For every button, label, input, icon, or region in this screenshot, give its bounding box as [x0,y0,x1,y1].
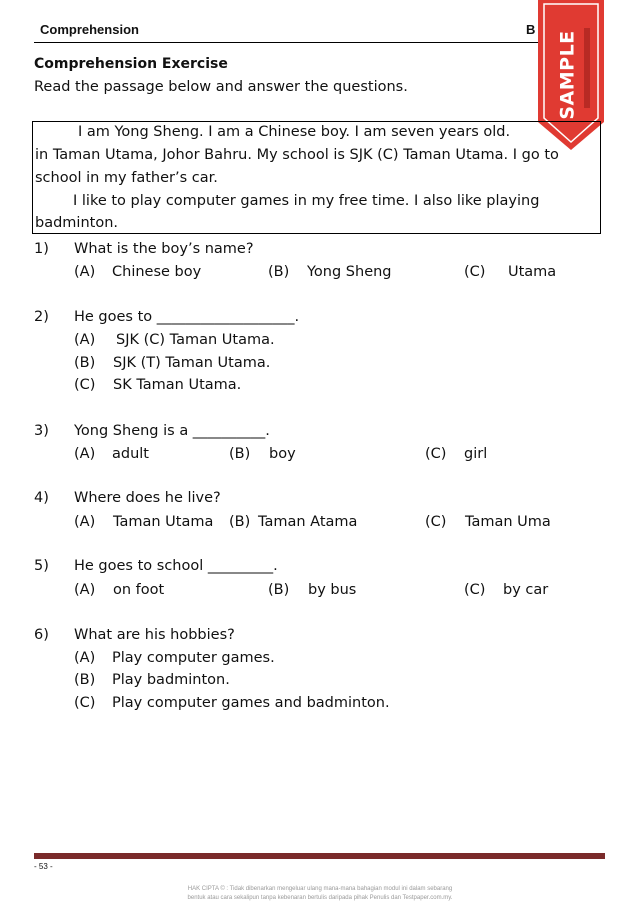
option-text: boy [269,446,296,462]
passage-line: school in my father’s car. [35,170,218,186]
question-number: 4) [34,490,49,506]
question-text: He goes to ___________________. [74,309,300,325]
option-text: Play badminton. [112,672,230,688]
question-text: What is the boy’s name? [74,241,254,257]
header-right-letter: B [526,22,536,37]
option-text: Yong Sheng [307,264,392,280]
passage-line: I like to play computer games in my free time. I also like playing [73,193,540,209]
question-number: 1) [34,241,49,257]
option-label: (A) [74,446,96,462]
option-label: (A) [74,514,96,530]
option-text: SJK (T) Taman Utama. [113,355,271,371]
option-text: SJK (C) Taman Utama. [116,332,275,348]
question-text: Yong Sheng is a __________. [74,423,270,439]
option-text: Chinese boy [112,264,202,280]
question-text: Where does he live? [74,490,221,506]
footer-bar [34,853,605,859]
passage-line: I am Yong Sheng. I am a Chinese boy. I am seven years old. [78,124,511,140]
question-number: 5) [34,558,49,574]
exercise-title: Comprehension Exercise [34,56,228,72]
option-text: Utama [508,264,557,280]
option-label: (C) [464,264,486,280]
header-section-title: Comprehension [40,22,139,37]
option-label: (C) [425,514,447,530]
option-label: (B) [268,582,290,598]
option-label: (B) [74,355,96,371]
copyright-line: bentuk atau cara sekalipun tanpa kebenaran bertulis daripada pihak Penulis dan Testpaper.com.my. [187,895,453,901]
sample-watermark-text: SAMPLE [557,30,579,120]
question-text: He goes to school _________. [74,558,278,574]
option-text: by bus [308,582,357,598]
option-label: (B) [74,672,96,688]
option-label: (B) [229,514,251,530]
option-label: (B) [268,264,290,280]
copyright-notice [150,885,490,903]
option-text: Taman Atama [258,514,358,530]
header-divider [34,42,584,43]
option-label: (C) [74,695,96,711]
option-label: (C) [74,377,96,393]
option-text: Play computer games and badminton. [112,695,390,711]
exercise-instruction: Read the passage below and answer the questions. [34,79,408,95]
option-text: Play computer games. [112,650,275,666]
passage-line: badminton. [35,215,118,231]
option-label: (C) [464,582,486,598]
option-text: girl [464,446,488,462]
option-text: adult [112,446,149,462]
passage-box [32,121,601,234]
option-label: (B) [229,446,251,462]
option-label: (A) [74,332,96,348]
option-text: Taman Uma [465,514,551,530]
page-number: - 53 - [34,862,53,871]
option-label: (A) [74,650,96,666]
question-number: 6) [34,627,49,643]
question-number: 2) [34,309,49,325]
question-number: 3) [34,423,49,439]
question-text: What are his hobbies? [74,627,235,643]
option-label: (A) [74,264,96,280]
option-text: SK Taman Utama. [113,377,242,393]
option-text: by car [503,582,549,598]
copyright-line: HAK CIPTA © : Tidak dibenarkan mengeluar ulang mana-mana bahagian modul ini dalam sebarang [187,886,453,892]
option-text: on foot [113,582,165,598]
option-text: Taman Utama [113,514,214,530]
option-label: (A) [74,582,96,598]
passage-line: in Taman Utama, Johor Bahru. My school is SJK (C) Taman Utama. I go to [35,147,559,163]
option-label: (C) [425,446,447,462]
